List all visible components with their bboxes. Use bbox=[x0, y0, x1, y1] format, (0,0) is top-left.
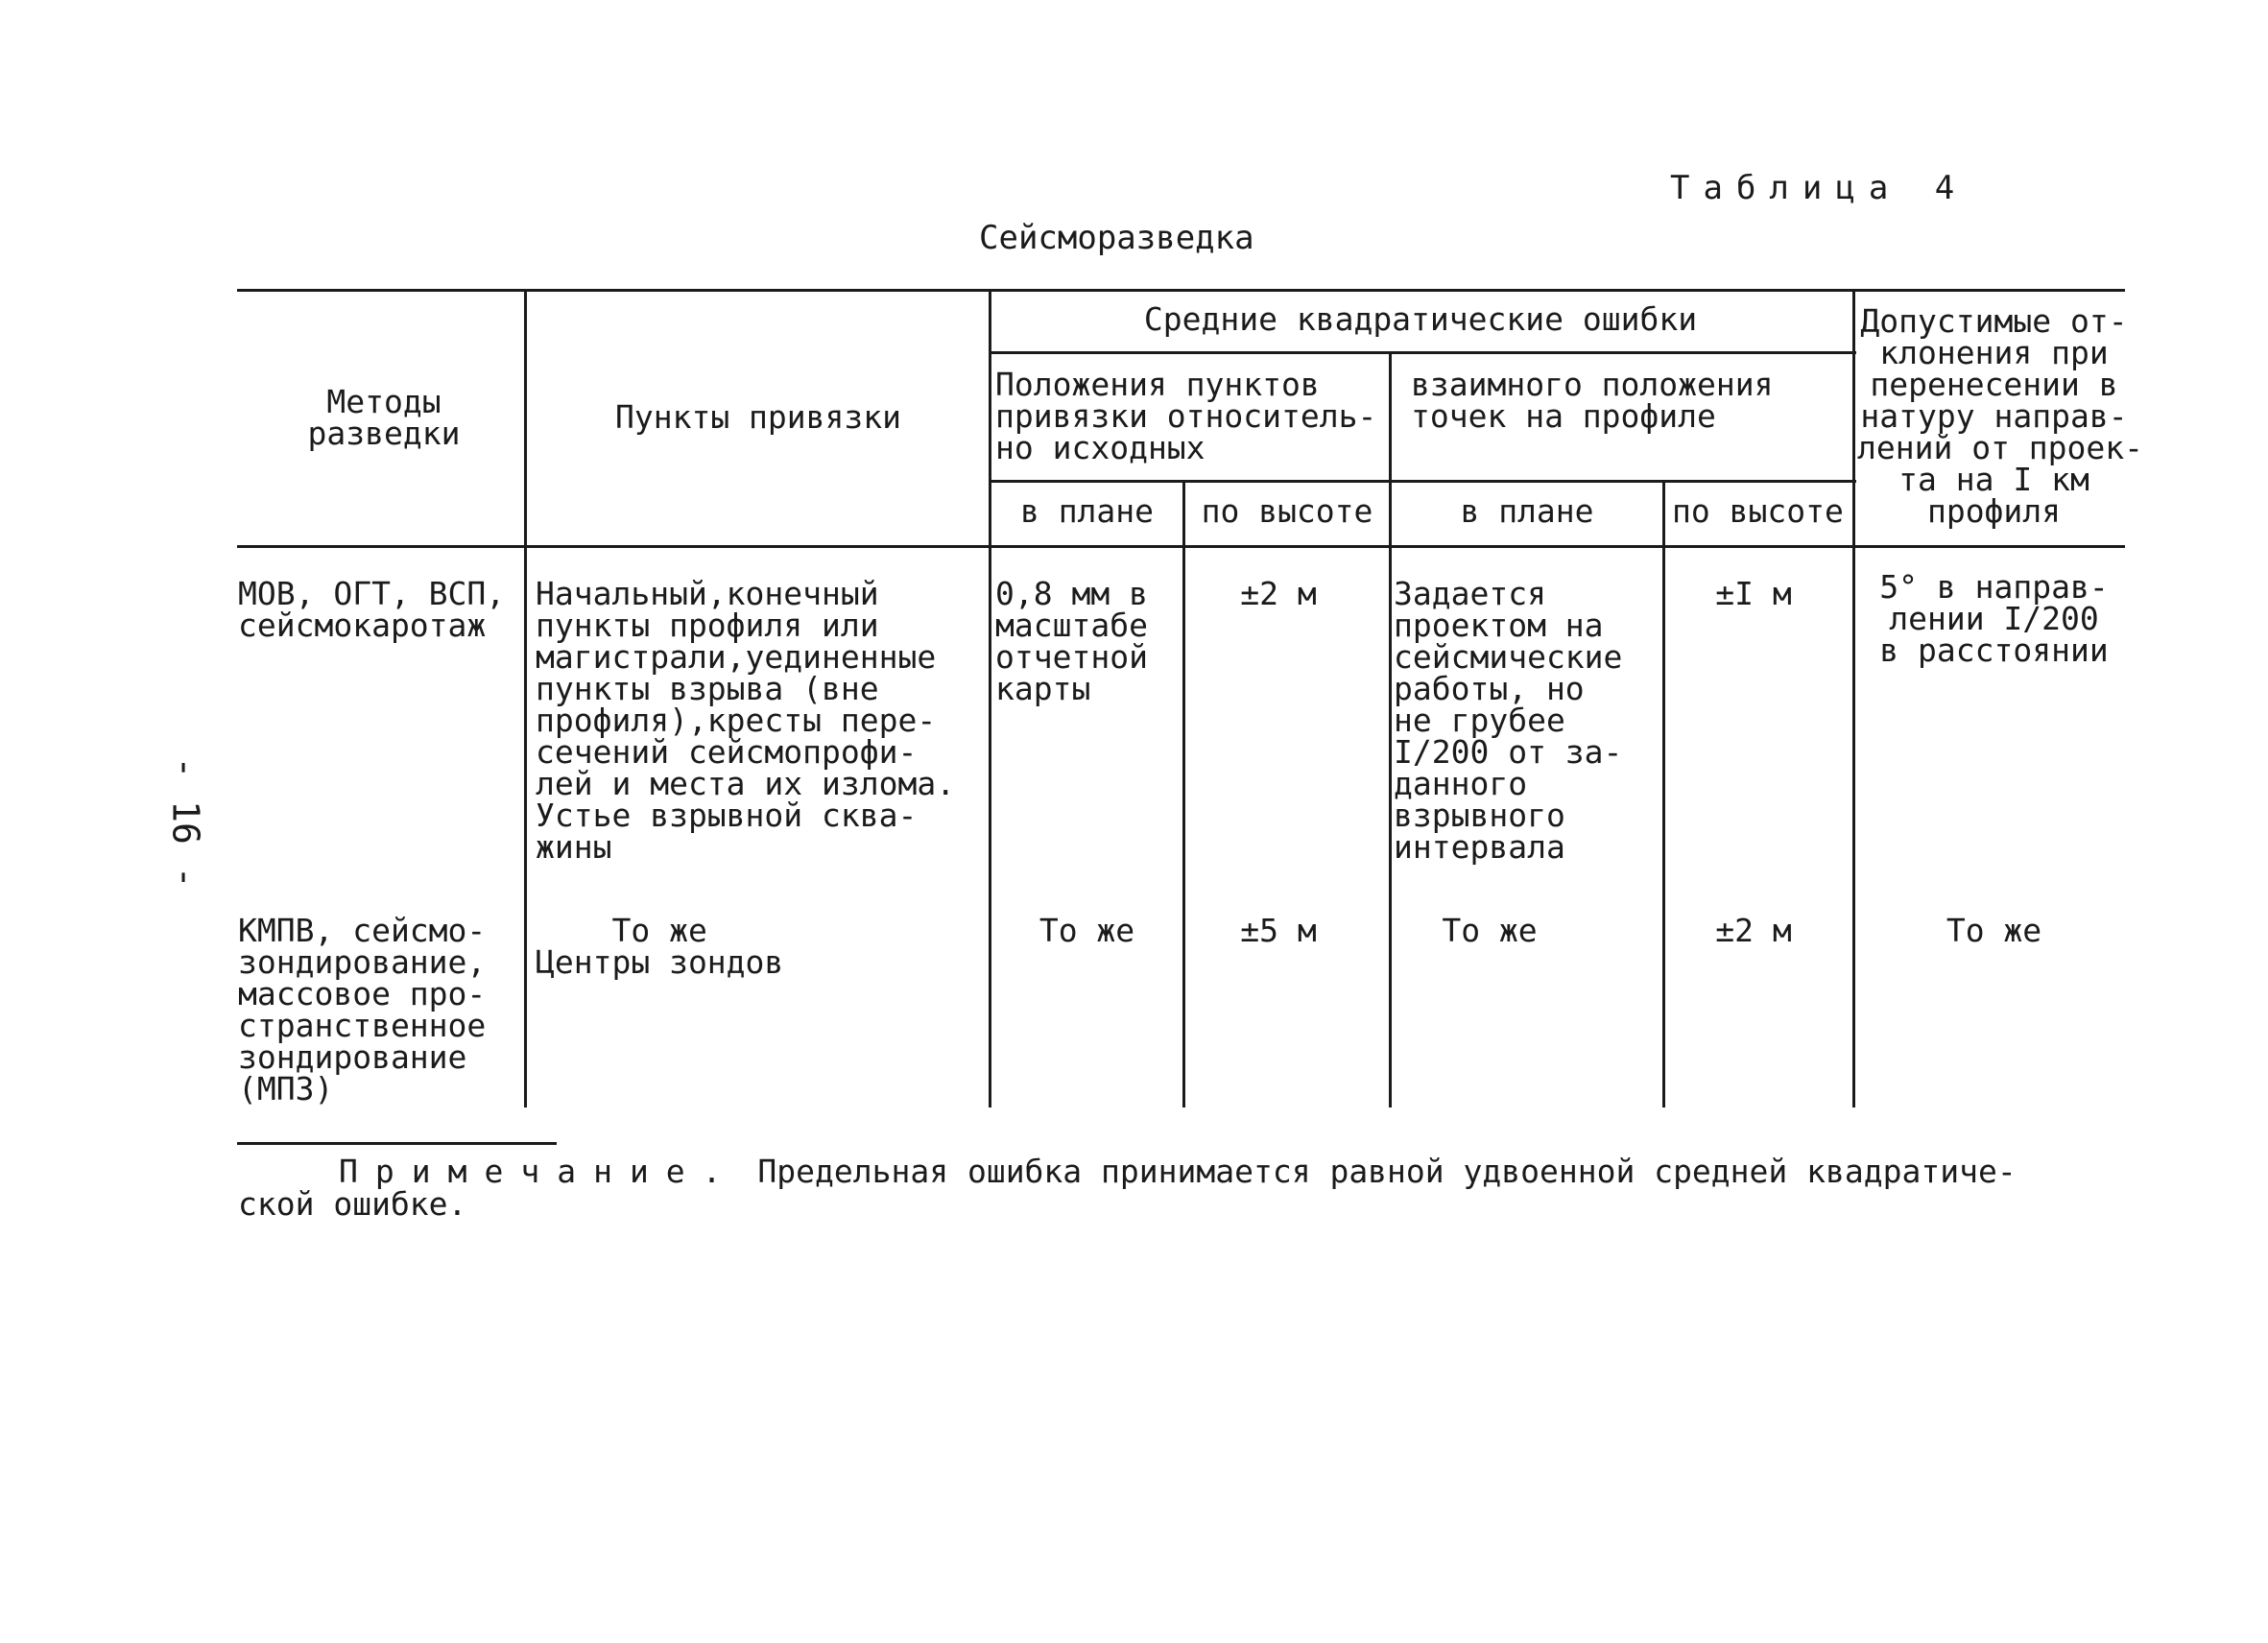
header-mutual-group: взаимного положения точек на профиле bbox=[1411, 366, 1774, 435]
row1-pos-plan: 0,8 мм в масштабе отчетной карты bbox=[995, 575, 1148, 707]
row1-points: Начальный,конечный пункты профиля или магистрали,уединенные пункты взрыва (вне профиля),кресты пере- сечений сейсмопрофи- лей и места их излома. Устье взрывной сква- жины bbox=[536, 575, 956, 866]
header-by-height-2: по высоте bbox=[1672, 492, 1844, 530]
row1-pos-height: ±2 м bbox=[1240, 575, 1317, 612]
col-divider-5 bbox=[1662, 480, 1665, 1107]
row2-method: КМПВ, сейсмо- зондирование, массовое про- странственное зондирование (МПЗ) bbox=[238, 912, 487, 1107]
header-bottom-rule bbox=[237, 545, 2125, 548]
note-label: Примечание. bbox=[339, 1153, 739, 1190]
table-title: Сейсморазведка bbox=[979, 219, 1254, 257]
header-rule-1 bbox=[989, 351, 1856, 354]
col-divider-3 bbox=[1182, 480, 1185, 1107]
row2-allowed: То же bbox=[1946, 912, 2042, 949]
table-top-rule bbox=[237, 289, 2125, 292]
row1-allowed: 5° в направ- лении I/200 в расстоянии bbox=[1879, 568, 2109, 669]
table-note bbox=[238, 1155, 2017, 1221]
header-in-plan-1: в плане bbox=[1019, 492, 1155, 530]
col-divider-6 bbox=[1852, 289, 1855, 1107]
header-position-group: Положения пунктов привязки относитель- но исходных bbox=[995, 366, 1377, 466]
header-allowed: Допустимые от- клонения при перенесении в натуру направ- лений от проек- та на I км профиля bbox=[1857, 302, 2144, 530]
col-divider-4 bbox=[1389, 351, 1392, 1107]
header-methods: Методы разведки bbox=[307, 383, 461, 452]
row2-pos-height: ±5 м bbox=[1240, 912, 1317, 949]
header-mse-group: Средние квадратические ошибки bbox=[1143, 300, 1698, 338]
note-rule bbox=[237, 1142, 557, 1145]
row1-mut-plan: Задается проектом на сейсмические работы, но не грубее I/200 от за- данного взрывного интервала bbox=[1394, 575, 1623, 866]
table-caption: Таблица 4 bbox=[1670, 169, 1969, 207]
header-by-height-1: по высоте bbox=[1201, 492, 1373, 530]
header-rule-2 bbox=[989, 480, 1856, 483]
row1-mut-height: ±I м bbox=[1715, 575, 1792, 612]
note-text: Предельная ошибка принимается равной удвоенной средней квадратиче- ской ошибке. bbox=[238, 1153, 2017, 1223]
page-number: - 16 - bbox=[164, 756, 207, 889]
row2-mut-height: ±2 м bbox=[1715, 912, 1792, 949]
row2-pos-plan: То же bbox=[1039, 912, 1135, 949]
header-points: Пункты привязки bbox=[614, 398, 901, 436]
col-divider-1 bbox=[524, 289, 527, 1107]
row1-method: МОВ, ОГТ, ВСП, сейсмокаротаж bbox=[238, 575, 506, 644]
row2-mut-plan: То же bbox=[1442, 912, 1538, 949]
header-in-plan-2: в плане bbox=[1460, 492, 1594, 530]
col-divider-2 bbox=[989, 289, 991, 1107]
row2-points: То же Центры зондов bbox=[536, 912, 784, 981]
